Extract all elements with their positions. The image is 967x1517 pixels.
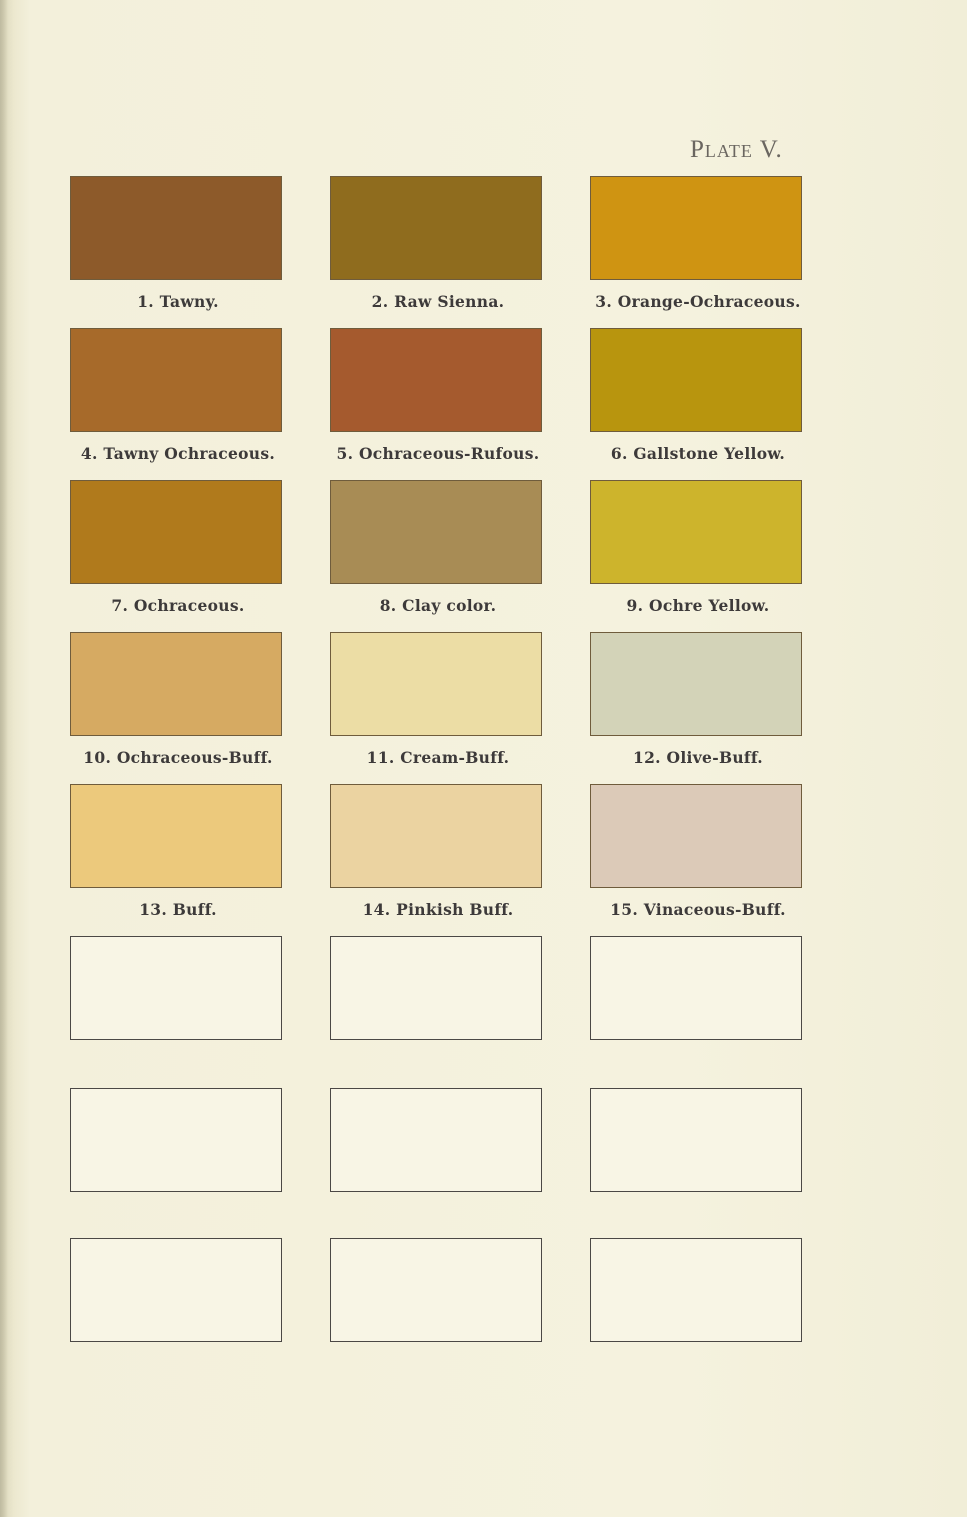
color-swatch [70, 480, 282, 584]
swatch-label: 9. Ochre Yellow. [626, 596, 770, 615]
color-swatch [330, 632, 542, 736]
empty-swatch-box [70, 936, 282, 1040]
color-swatch [590, 784, 802, 888]
color-swatch [330, 176, 542, 280]
empty-swatch-box [330, 936, 542, 1040]
color-swatch [590, 480, 802, 584]
swatch-label: 11. Cream-Buff. [366, 748, 510, 767]
color-swatch [70, 632, 282, 736]
empty-swatch-box [330, 1238, 542, 1342]
page-edge-shadow [0, 0, 8, 1517]
color-swatch [330, 784, 542, 888]
color-swatch [70, 176, 282, 280]
swatch-label: 10. Ochraceous-Buff. [83, 748, 273, 767]
empty-swatch-box [330, 1088, 542, 1192]
color-swatch [590, 176, 802, 280]
swatch-label: 14. Pinkish Buff. [362, 900, 514, 919]
empty-swatch-box [590, 1238, 802, 1342]
empty-swatch-box [590, 1088, 802, 1192]
color-swatch [330, 480, 542, 584]
empty-swatch-box [590, 936, 802, 1040]
plate-title: Plate V. [690, 136, 783, 163]
swatch-label: 4. Tawny Ochraceous. [80, 444, 276, 463]
color-swatch [590, 632, 802, 736]
swatch-label: 1. Tawny. [137, 292, 219, 311]
swatch-label: 7. Ochraceous. [111, 596, 245, 615]
swatch-label: 12. Olive-Buff. [633, 748, 763, 767]
empty-swatch-box [70, 1088, 282, 1192]
color-swatch [70, 784, 282, 888]
swatch-label: 13. Buff. [139, 900, 217, 919]
swatch-label: 6. Gallstone Yellow. [610, 444, 786, 463]
color-swatch [70, 328, 282, 432]
color-swatch [590, 328, 802, 432]
swatch-label: 15. Vinaceous-Buff. [610, 900, 786, 919]
swatch-label: 5. Ochraceous-Rufous. [336, 444, 540, 463]
swatch-label: 2. Raw Sienna. [371, 292, 505, 311]
empty-swatch-box [70, 1238, 282, 1342]
swatch-label: 3. Orange-Ochraceous. [595, 292, 801, 311]
color-swatch [330, 328, 542, 432]
swatch-label: 8. Clay color. [379, 596, 497, 615]
